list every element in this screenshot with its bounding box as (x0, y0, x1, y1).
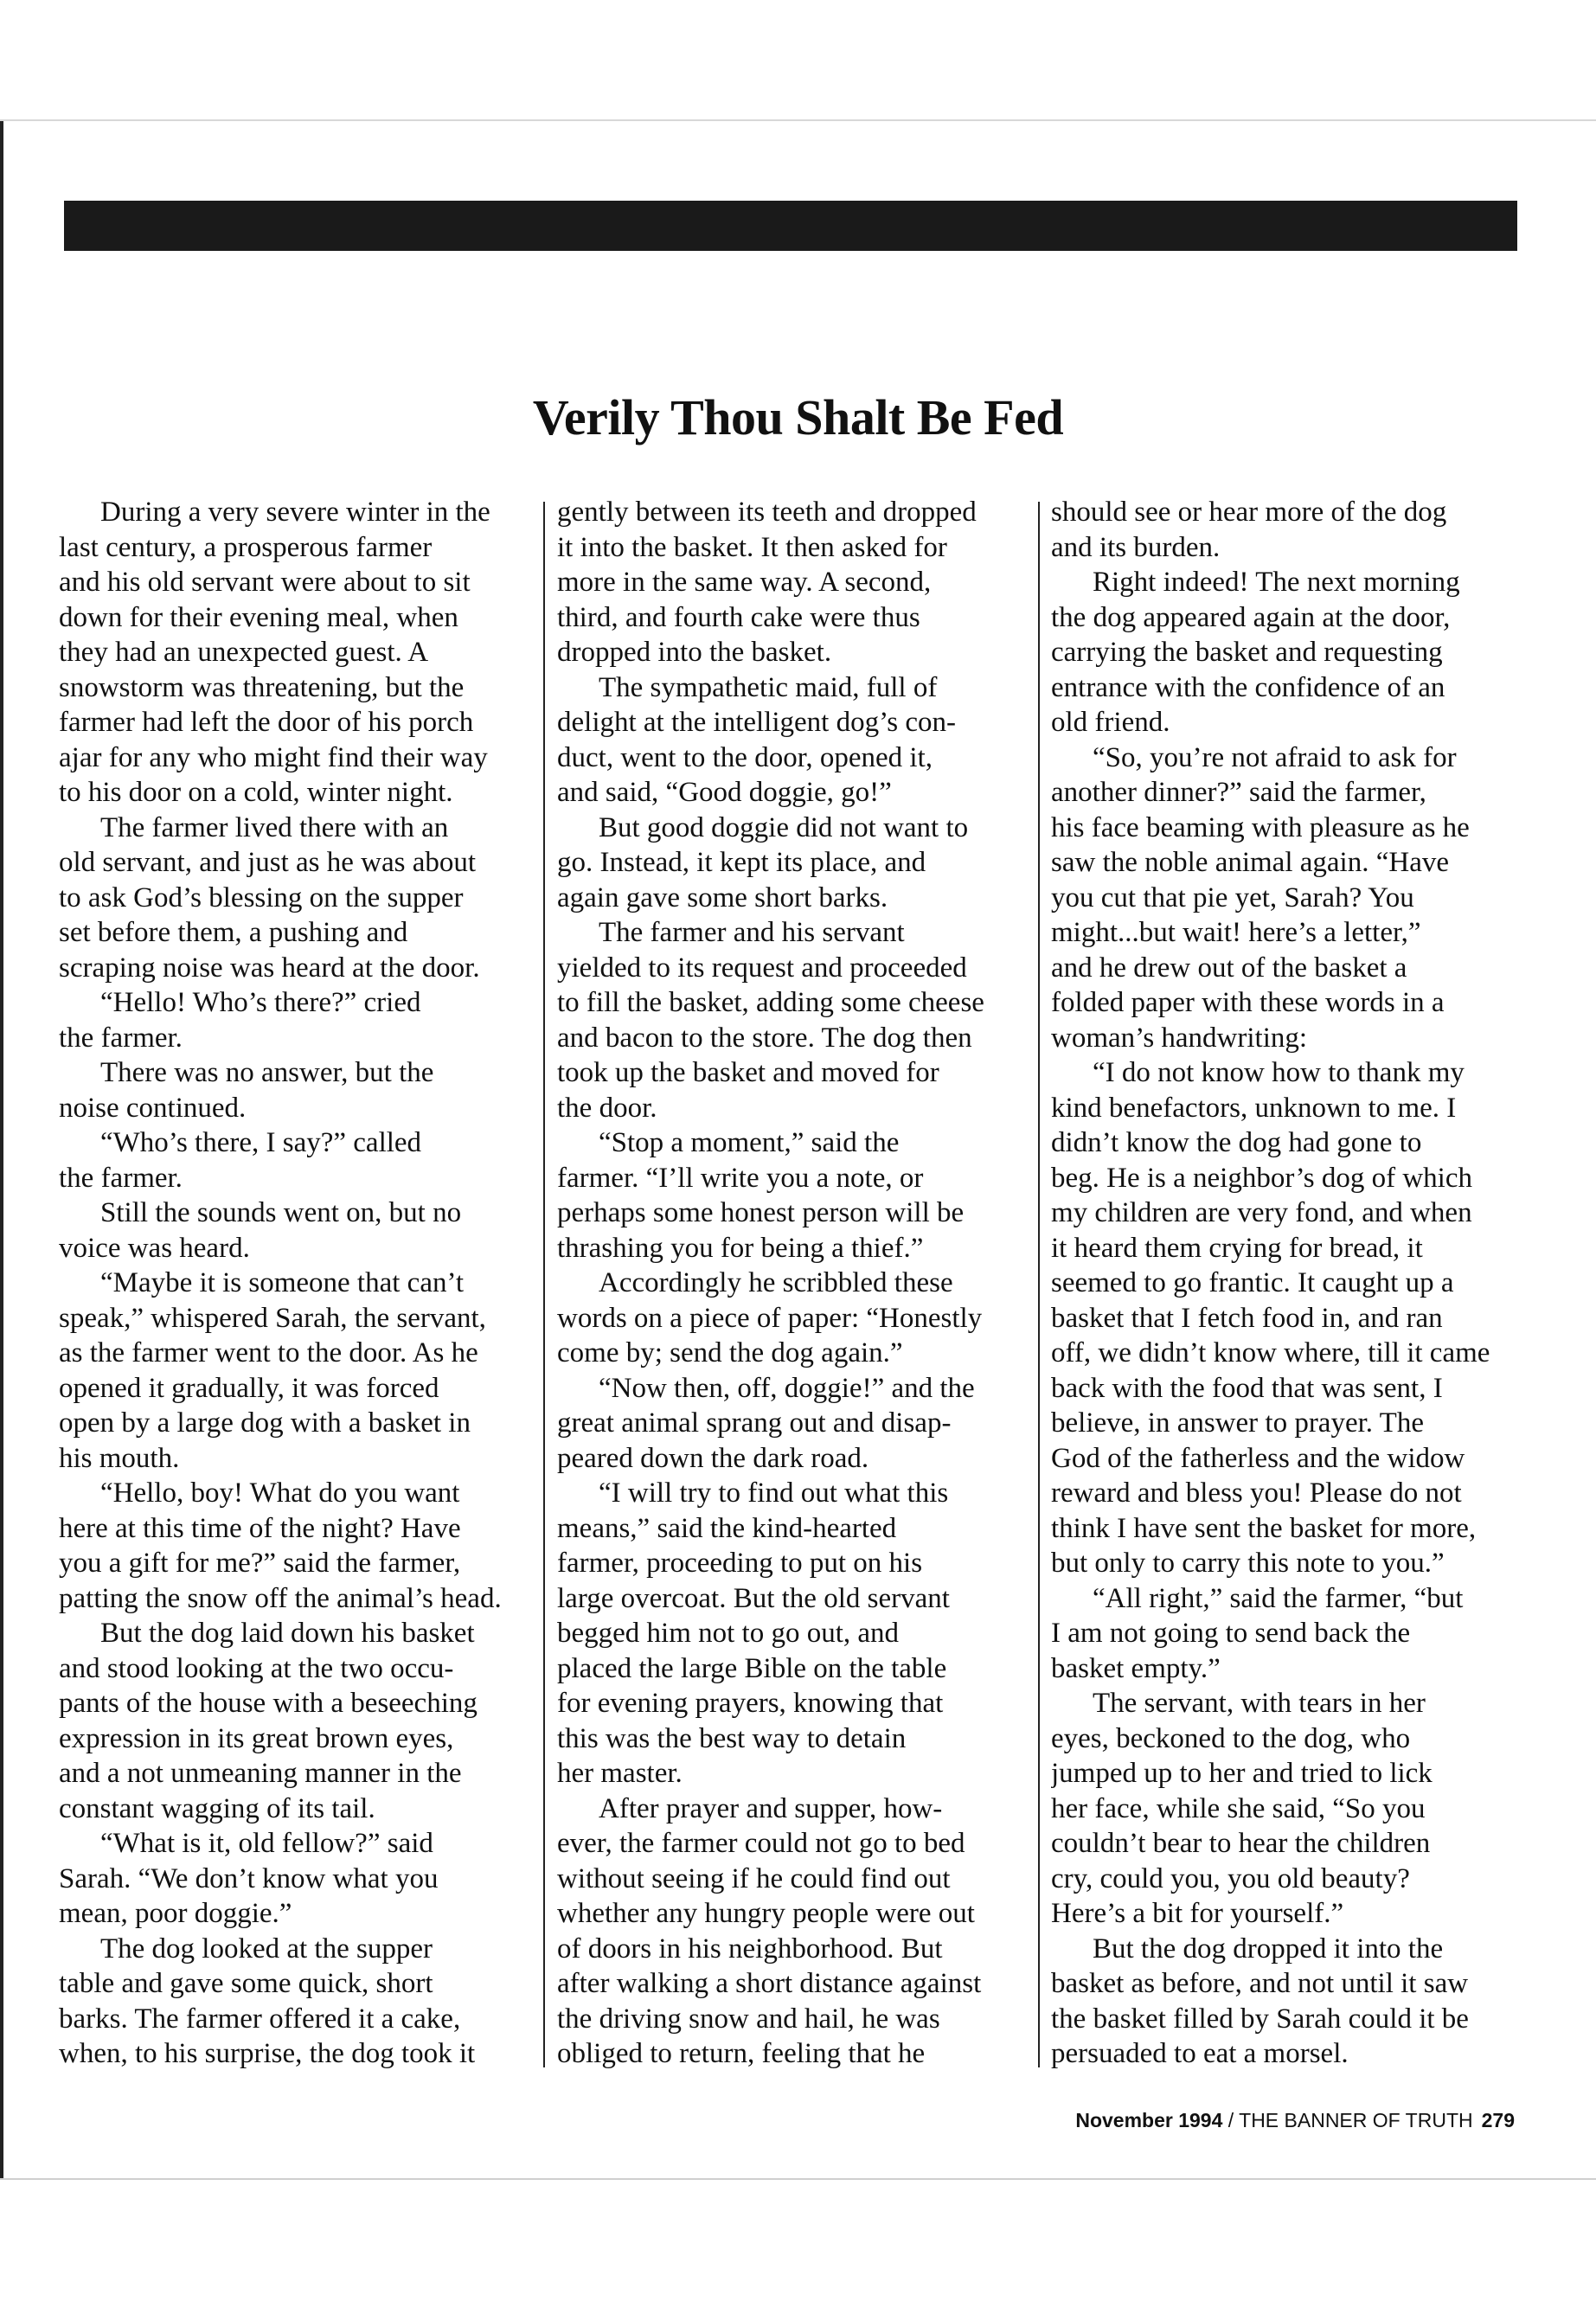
text-line: yielded to its request and proceeded (557, 952, 967, 984)
text-line: carrying the basket and requesting (1051, 637, 1443, 668)
text-line: took up the basket and moved for (557, 1057, 939, 1088)
paragraph (557, 915, 1029, 1125)
page-bottom-edge (0, 2178, 1596, 2180)
text-line: After prayer and supper, how- (599, 1792, 943, 1824)
text-line: During a very severe winter in the (100, 497, 490, 528)
text-line: Right indeed! The next morning (1093, 567, 1460, 598)
text-line: old servant, and just as he was about (59, 847, 477, 878)
text-line: But good doggie did not want to (599, 811, 969, 843)
paragraph (1051, 1581, 1525, 1687)
text-line: old friend. (1051, 707, 1170, 738)
text-line: the basket filled by Sarah could it be (1051, 2003, 1469, 2035)
text-line: patting the snow off the animal’s head. (59, 1582, 502, 1614)
text-line: and said, “Good doggie, go!” (557, 777, 892, 808)
text-line: constant wagging of its tail. (59, 1792, 375, 1824)
text-line: my children are very fond, and when (1051, 1197, 1472, 1228)
text-line: as the farmer went to the door. As he (59, 1337, 478, 1368)
paragraph (1051, 565, 1525, 740)
paragraph (1051, 495, 1525, 565)
text-line: The sympathetic maid, full of (599, 671, 938, 703)
paragraph (557, 495, 1029, 670)
text-line: and its burden. (1051, 531, 1221, 563)
text-line: you cut that pie yet, Sarah? You (1051, 881, 1414, 913)
text-line: expression in its great brown eyes, (59, 1722, 454, 1754)
text-line: the dog appeared again at the door, (1051, 601, 1451, 633)
text-line: The servant, with tears in her (1093, 1688, 1426, 1719)
text-line: go. Instead, it kept its place, and (557, 847, 926, 878)
text-line: another dinner?” said the farmer, (1051, 777, 1426, 808)
text-line: open by a large dog with a basket in (59, 1407, 471, 1439)
text-line: mean, poor doggie.” (59, 1898, 292, 1929)
text-column-2 (557, 495, 1029, 2069)
paragraph (59, 1932, 530, 2070)
text-column-3 (1051, 495, 1525, 2069)
text-line: farmer, proceeding to put on his (557, 1548, 923, 1579)
text-line: for evening prayers, knowing that (557, 1688, 944, 1719)
text-line: farmer. “I’ll write you a note, or (557, 1162, 924, 1194)
text-line: and a not unmeaning manner in the (59, 1758, 462, 1789)
text-line: There was no answer, but the (100, 1057, 434, 1088)
paragraph (557, 1791, 1029, 2070)
paragraph (557, 670, 1029, 811)
text-line: But the dog dropped it into the (1093, 1932, 1444, 1965)
text-line: come by; send the dog again.” (557, 1337, 903, 1368)
text-line: noise continued. (59, 1092, 247, 1124)
page-footer (1043, 2107, 1515, 2133)
text-line: perhaps some honest person will be (557, 1197, 965, 1228)
text-line: beg. He is a neighbor’s dog of which (1051, 1162, 1472, 1194)
text-line: back with the food that was sent, I (1051, 1372, 1443, 1404)
text-line: after walking a short distance against (557, 1968, 982, 1999)
text-line: duct, went to the door, opened it, (557, 741, 933, 773)
text-line: to fill the basket, adding some cheese (557, 987, 984, 1018)
column-rule (543, 502, 545, 2067)
text-line: eyes, beckoned to the dog, who (1051, 1722, 1411, 1754)
text-line: and his old servant were about to sit (59, 567, 471, 598)
page-number: 279 (1481, 2109, 1515, 2131)
text-line: third, and fourth cake were thus (557, 601, 920, 633)
text-line: last century, a prosperous farmer (59, 531, 433, 563)
paragraph (59, 495, 530, 811)
text-line: means,” said the kind-hearted (557, 1512, 897, 1544)
text-line: Here’s a bit for yourself.” (1051, 1898, 1344, 1929)
text-line: it heard them crying for bread, it (1051, 1232, 1423, 1264)
text-line: “Hello! Who’s there?” cried (100, 987, 421, 1018)
text-line: “I do not know how to thank my (1093, 1057, 1465, 1088)
paragraph (59, 985, 530, 1055)
text-line: reward and bless you! Please do not (1051, 1477, 1462, 1509)
text-line: it into the basket. It then asked for (557, 531, 947, 563)
text-line: the farmer. (59, 1022, 183, 1054)
text-line: “Stop a moment,” said the (599, 1127, 900, 1158)
paragraph (59, 1826, 530, 1932)
paragraph (1051, 740, 1525, 1056)
text-line: pants of the house with a beseeching (59, 1688, 478, 1719)
text-line: jumped up to her and tried to lick (1051, 1758, 1433, 1789)
column-rule (1038, 502, 1040, 2067)
text-line: great animal sprang out and disap- (557, 1407, 952, 1439)
text-line: barks. The farmer offered it a cake, (59, 2003, 461, 2035)
paragraph (1051, 1686, 1525, 1932)
text-line: farmer had left the door of his porch (59, 707, 474, 738)
text-line: thrashing you for being a thief.” (557, 1232, 924, 1264)
text-line: Sarah. “We don’t know what you (59, 1862, 439, 1894)
text-line: entrance with the confidence of an (1051, 671, 1445, 703)
text-line: voice was heard. (59, 1232, 250, 1264)
text-column-1 (59, 495, 530, 2069)
text-line: didn’t know the dog had gone to (1051, 1127, 1422, 1158)
text-line: off, we didn’t know where, till it came (1051, 1337, 1490, 1368)
text-line: kind benefactors, unknown to me. I (1051, 1092, 1457, 1124)
text-line: opened it gradually, it was forced (59, 1372, 439, 1404)
text-line: The farmer lived there with an (100, 811, 449, 843)
paragraph (59, 1055, 530, 1125)
article-title: Verily Thou Shalt Be Fed (532, 389, 1064, 445)
text-line: they had an unexpected guest. A (59, 637, 429, 668)
text-line: snowstorm was threatening, but the (59, 671, 465, 703)
text-line: “What is it, old fellow?” said (100, 1828, 433, 1859)
text-line: basket that I fetch food in, and ran (1051, 1302, 1443, 1334)
paragraph (59, 811, 530, 986)
paragraph (557, 1125, 1029, 1266)
text-line: Still the sounds went on, but no (100, 1197, 462, 1228)
text-line: gently between its teeth and dropped (557, 497, 977, 528)
text-line: peared down the dark road. (557, 1442, 869, 1474)
text-line: “Maybe it is someone that can’t (100, 1267, 465, 1298)
text-line: persuaded to eat a morsel. (1051, 2038, 1349, 2069)
text-line: words on a piece of paper: “Honestly (557, 1302, 983, 1334)
text-line: set before them, a pushing and (59, 917, 408, 948)
paragraph (59, 1125, 530, 1195)
footer-publication: THE BANNER OF TRUTH (1239, 2109, 1473, 2131)
text-line: couldn’t bear to hear the children (1051, 1828, 1431, 1859)
text-line: “I will try to find out what this (599, 1477, 949, 1509)
text-line: “All right,” said the farmer, “but (1093, 1582, 1464, 1614)
footer-separator: / (1222, 2109, 1240, 2131)
text-line: obliged to return, feeling that he (557, 2038, 926, 2069)
text-line: and stood looking at the two occu- (59, 1652, 454, 1684)
text-line: of doors in his neighborhood. But (557, 1932, 943, 1965)
text-line: “Who’s there, I say?” called (100, 1127, 422, 1158)
header-banner-bar (64, 201, 1517, 251)
text-line: saw the noble animal again. “Have (1051, 847, 1449, 878)
text-line: whether any hungry people were out (557, 1898, 975, 1929)
text-line: basket as before, and not until it saw (1051, 1968, 1469, 1999)
text-line: think I have sent the basket for more, (1051, 1512, 1477, 1544)
paragraph (557, 1266, 1029, 1371)
text-line: woman’s handwriting: (1051, 1022, 1308, 1054)
paragraph (1051, 1932, 1525, 2070)
text-line: table and gave some quick, short (59, 1968, 433, 1999)
text-line: speak,” whispered Sarah, the servant, (59, 1302, 486, 1334)
text-line: when, to his surprise, the dog took it (59, 2038, 476, 2069)
paragraph (557, 811, 1029, 916)
text-line: should see or hear more of the dog (1051, 497, 1447, 528)
text-line: the door. (557, 1092, 657, 1124)
text-line: The farmer and his servant (599, 917, 905, 948)
text-line: “Now then, off, doggie!” and the (599, 1372, 975, 1404)
footer-date: November 1994 (1075, 2109, 1223, 2131)
paragraph (59, 1476, 530, 1616)
text-line: down for their evening meal, when (59, 601, 458, 633)
text-line: his face beaming with pleasure as he (1051, 811, 1470, 843)
text-line: might...but wait! here’s a letter,” (1051, 917, 1421, 948)
text-line: But the dog laid down his basket (100, 1618, 475, 1649)
text-line: folded paper with these words in a (1051, 987, 1445, 1018)
text-line: “So, you’re not afraid to ask for (1093, 741, 1457, 773)
paragraph (1051, 1055, 1525, 1581)
text-line: her master. (557, 1758, 683, 1789)
text-line: dropped into the basket. (557, 637, 832, 668)
text-line: this was the best way to detain (557, 1722, 907, 1754)
paragraph (59, 1616, 530, 1826)
text-line: more in the same way. A second, (557, 567, 932, 598)
text-line: The dog looked at the supper (100, 1932, 433, 1965)
text-line: you a gift for me?” said the farmer, (59, 1548, 461, 1579)
text-line: the farmer. (59, 1162, 183, 1194)
text-line: believe, in answer to prayer. The (1051, 1407, 1424, 1439)
text-line: begged him not to go out, and (557, 1618, 900, 1649)
text-line: Accordingly he scribbled these (599, 1267, 953, 1298)
text-line: God of the fatherless and the widow (1051, 1442, 1465, 1474)
text-line: and bacon to the store. The dog then (557, 1022, 972, 1054)
text-line: I am not going to send back the (1051, 1618, 1411, 1649)
paragraph (557, 1371, 1029, 1477)
text-line: cry, could you, you old beauty? (1051, 1862, 1410, 1894)
text-line: ajar for any who might find their way (59, 741, 488, 773)
text-line: without seeing if he could find out (557, 1862, 951, 1894)
paragraph (59, 1195, 530, 1266)
text-line: “Hello, boy! What do you want (100, 1477, 460, 1509)
text-line: here at this time of the night? Have (59, 1512, 461, 1544)
text-line: and he drew out of the basket a (1051, 952, 1407, 984)
text-line: to ask God’s blessing on the supper (59, 881, 464, 913)
text-line: but only to carry this note to you.” (1051, 1548, 1445, 1579)
text-line: placed the large Bible on the table (557, 1652, 947, 1684)
page-top-edge (0, 119, 1596, 121)
text-line: scraping noise was heard at the door. (59, 952, 480, 984)
text-line: to his door on a cold, winter night. (59, 777, 453, 808)
text-line: the driving snow and hail, he was (557, 2003, 940, 2035)
text-line: her face, while she said, “So you (1051, 1792, 1426, 1824)
text-line: ever, the farmer could not go to bed (557, 1828, 965, 1859)
text-line: again gave some short barks. (557, 881, 888, 913)
text-line: seemed to go frantic. It caught up a (1051, 1267, 1454, 1298)
text-line: large overcoat. But the old servant (557, 1582, 950, 1614)
text-line: basket empty.” (1051, 1652, 1221, 1684)
paragraph (557, 1476, 1029, 1791)
text-line: delight at the intelligent dog’s con- (557, 707, 956, 738)
text-line: his mouth. (59, 1442, 180, 1474)
paragraph (59, 1266, 530, 1476)
